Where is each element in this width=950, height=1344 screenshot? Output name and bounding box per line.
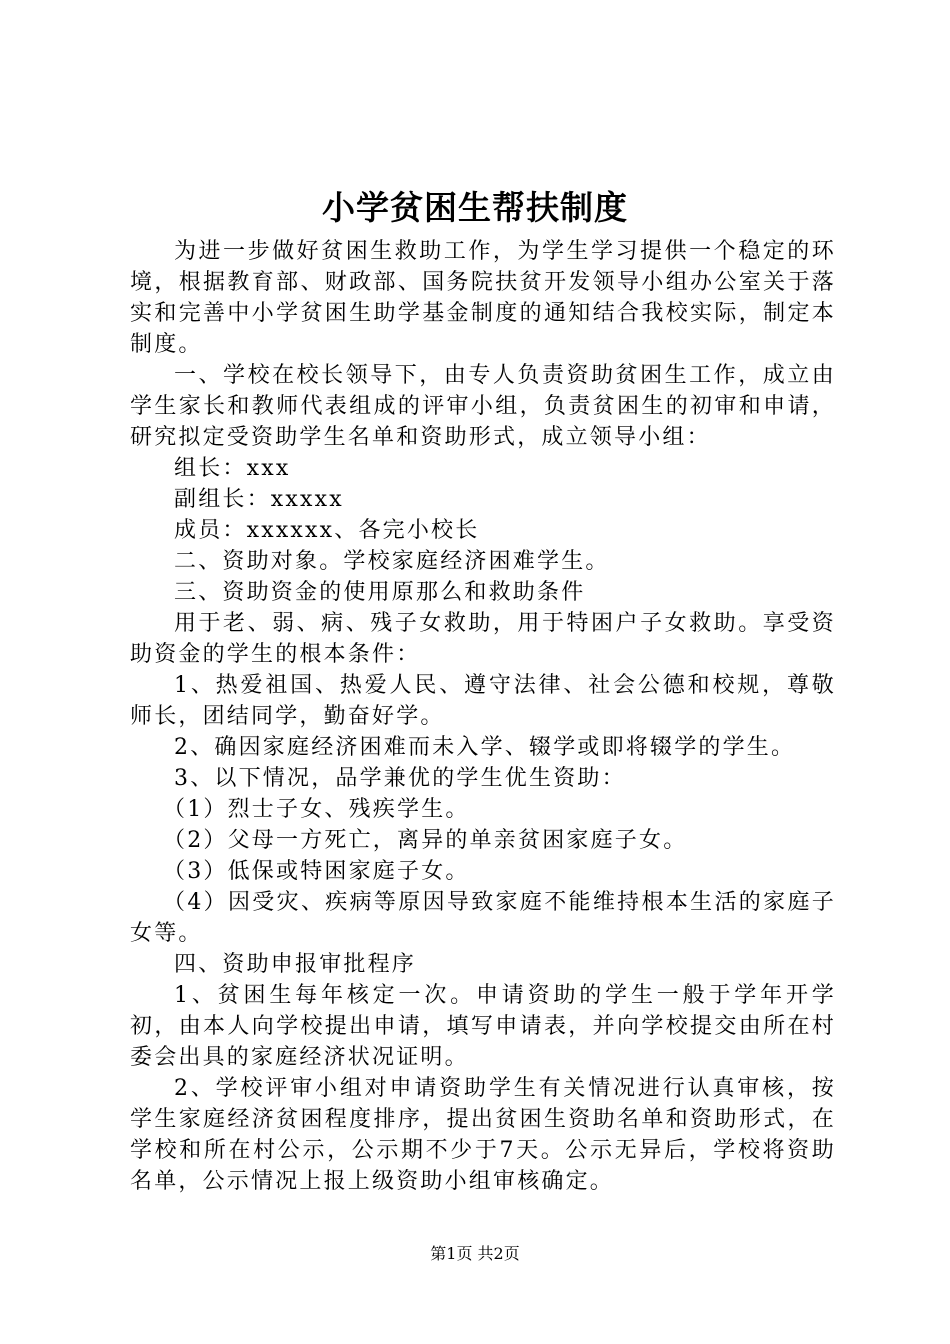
paragraph-case-3: （3）低保或特困家庭子女。 bbox=[163, 859, 470, 884]
document-title: 小学贫困生帮扶制度 bbox=[322, 188, 628, 227]
paragraph-case-1: （1）烈士子女、残疾学生。 bbox=[163, 797, 470, 822]
paragraph-section-2: 二、资助对象。学校家庭经济困难学生。 bbox=[174, 549, 610, 574]
paragraph-members: 成员：xxxxxx、各完小校长 bbox=[174, 518, 480, 543]
paragraph-deputy-leader: 副组长：xxxxx bbox=[174, 487, 344, 512]
paragraph-condition-3: 3、以下情况，品学兼优的学生优生资助： bbox=[174, 766, 626, 791]
paragraph-procedure-2: 2、学校评审小组对申请资助学生有关情况进行认真审核，按学生家庭经济贫困程度排序，提出贫困生资助名单和资助形式，在学校和所在村公示，公示期不少于7天。公示无异后，学校将资助名单，公示情况上报上级资助小组审核确定。 bbox=[130, 1076, 836, 1194]
paragraph-usage: 用于老、弱、病、残子女救助，用于特困户子女救助。享受资助资金的学生的根本条件： bbox=[130, 611, 836, 667]
paragraph-procedure-1: 1、贫困生每年核定一次。申请资助的学生一般于学年开学初，由本人向学校提出申请，填写申请表，并向学校提交由所在村委会出具的家庭经济状况证明。 bbox=[130, 983, 836, 1070]
paragraph-condition-1: 1、热爱祖国、热爱人民、遵守法律、社会公德和校规，尊敬师长，团结同学，勤奋好学。 bbox=[130, 673, 836, 729]
paragraph-case-2: （2）父母一方死亡，离异的单亲贫困家庭子女。 bbox=[163, 828, 688, 853]
paragraph-section-3: 三、资助资金的使用原那么和救助条件 bbox=[174, 580, 586, 605]
paragraph-section-4: 四、资助申报审批程序 bbox=[174, 952, 417, 977]
page-indicator: 第1页 共2页 bbox=[430, 1244, 520, 1263]
paragraph-leader: 组长：xxx bbox=[174, 456, 291, 481]
paragraph-case-4: （4）因受灾、疾病等原因导致家庭不能维持根本生活的家庭子女等。 bbox=[130, 890, 836, 946]
paragraph-intro: 为进一步做好贫困生救助工作，为学生学习提供一个稳定的环境，根据教育部、财政部、国务院扶贫开发领导小组办公室关于落实和完善中小学贫困生助学基金制度的通知结合我校实际，制定本制度。 bbox=[130, 239, 836, 357]
paragraph-section-1: 一、学校在校长领导下，由专人负责资助贫困生工作，成立由学生家长和教师代表组成的评审小组，负责贫困生的初审和申请，研究拟定受资助学生名单和资助形式，成立领导小组： bbox=[130, 363, 836, 450]
document-body bbox=[130, 236, 836, 1197]
paragraph-condition-2: 2、确因家庭经济困难而未入学、辍学或即将辍学的学生。 bbox=[174, 735, 796, 760]
